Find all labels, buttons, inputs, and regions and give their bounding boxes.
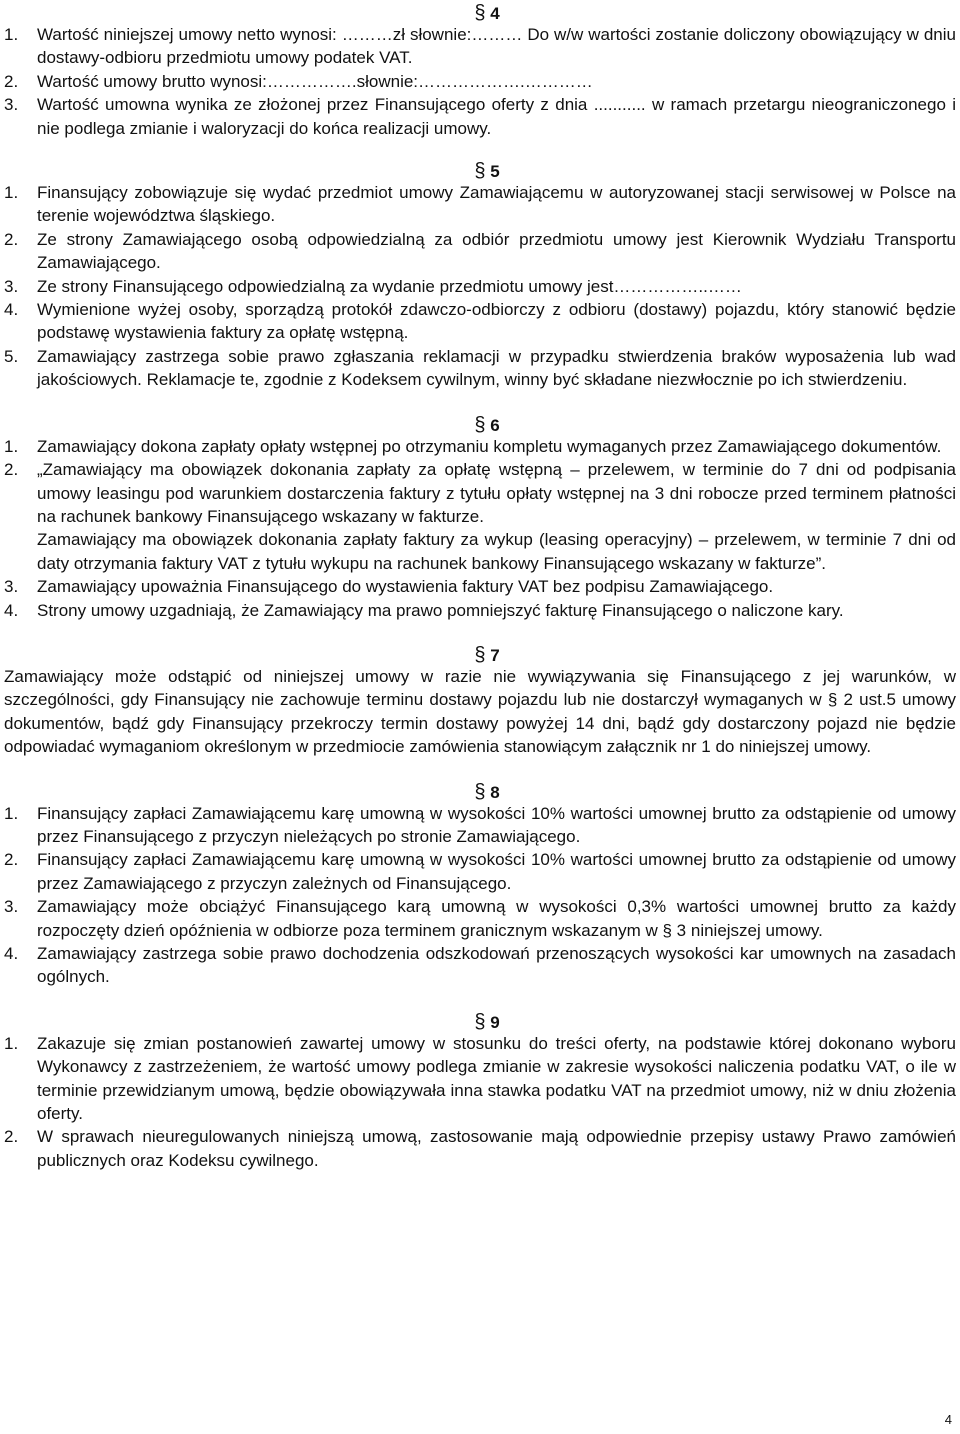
- list-item: 4. Zamawiający zastrzega sobie prawo dochodzenia odszkodowań przenoszących wysokości kar umownych na zasadach ogólnych.: [4, 944, 956, 987]
- list-item: 3. Wartość umowna wynika ze złożonej przez Finansującego oferty z dnia ........... w ramach przetargu nieograniczonego i nie podlega zmianie i waloryzacji do końca realizacji umowy.: [4, 95, 956, 138]
- section-mark-icon: §: [474, 780, 486, 803]
- list-item: 2. Ze strony Zamawiającego osobą odpowiedzialną za odbiór przedmiotu umowy jest Kierownik Wydziału Transportu Zamawiającego.: [4, 229, 956, 273]
- section-heading-6: § 6: [474, 413, 500, 436]
- paragraph: Zamawiający może odstąpić od niniejszej umowy w razie nie wywiązywania się Finansującego z jej warunków, w szczególności, gdy Finansujący nie zachowuje terminu dostawy pojazdu lub nie dostarczył wymaganych w § 2 ust.5 umowy dokumentów, bądź gdy Finansujący przekroczy termin dostawy powyżej 14 dni, bądź gdy dostarczony pojazd nie będzie odpowiadać wymaganiom określonym w przedmiocie zamówienia stanowiącym załącznik nr 1 do niniejszej umowy.: [4, 666, 956, 757]
- list-item: 1. Finansujący zobowiązuje się wydać przedmiot umowy Zamawiającemu w autoryzowanej stacji serwisowej w Polsce na terenie województwa śląskiego.: [4, 183, 956, 226]
- list-item-continuation: Zamawiający ma obowiązek dokonania zapłaty faktury za wykup (leasing operacyjny) – przelewem, w terminie 7 dni od daty otrzymania faktury VAT z tytułu wykupu na rachunek bankowy Finansującego wskazany w fakturze”.: [37, 530, 956, 573]
- list-item: 3. Zamawiający upoważnia Finansującego do wystawienia faktury VAT bez podpisu Zamawiającego.: [4, 577, 774, 597]
- list-item: 1. Wartość niniejszej umowy netto wynosi: ………zł słownie:……… Do w/w wartości zostanie doliczony obowiązujący w dniu dostawy-odbioru przedmiotu umowy podatek VAT.: [4, 25, 956, 68]
- section-mark-icon: §: [474, 2, 486, 24]
- list-item: 3. Ze strony Finansującego odpowiedzialną za wydanie przedmiotu umowy jest……………..……: [4, 276, 742, 296]
- list-item: 2. W sprawach nieuregulowanych niniejszą umową, zastosowanie mają odpowiednie przepisy ustawy Prawo zamówień publicznych oraz Kodeksu cywilnego.: [4, 1127, 956, 1170]
- section-heading-8: § 8: [474, 780, 500, 803]
- section-mark-icon: §: [474, 413, 486, 436]
- section-mark-icon: §: [474, 1010, 486, 1033]
- list-item: 1. Zakazuje się zmian postanowień zawartej umowy w stosunku do treści oferty, na podstawie której dokonano wyboru Wykonawcy z zastrzeżeniem, że wartość umowy podlega zmianie w zakresie wysokości naliczenia podatku VAT, o ile w terminie przewidzianym umową, będzie obowiązywała inna stawka podatku VAT na przedmiot umowy, niż w dniu złożenia oferty.: [4, 1033, 956, 1124]
- section-mark-icon: §: [474, 643, 486, 666]
- list-item: 2. Finansujący zapłaci Zamawiającemu karę umowną w wysokości 10% wartości umownej brutto za odstąpienie od umowy przez Zamawiającego z przyczyn zależnych od Finansującego.: [4, 850, 956, 893]
- section-mark-icon: §: [474, 160, 486, 183]
- list-item: 4. Strony umowy uzgadniają, że Zamawiający ma prawo pomniejszyć fakturę Finansującego o naliczone kary.: [4, 600, 844, 620]
- list-item: 5. Zamawiający zastrzega sobie prawo zgłaszania reklamacji w przypadku stwierdzenia braków wyposażenia lub wad jakościowych. Reklamacje te, zgodnie z Kodeksem cywilnym, winny być składane niezwłocznie po ich stwierdzeniu.: [4, 346, 956, 390]
- section-heading-7: § 7: [474, 643, 500, 666]
- list-item: 2. „Zamawiający ma obowiązek dokonania zapłaty za opłatę wstępną – przelewem, w terminie do 7 dni od podpisania umowy leasingu pod warunkiem dostarczenia faktury z tytułu opłaty wstępnej na 3 dni robocze przed terminem płatności na rachunek bankowy Finansującego wskazany w fakturze.: [4, 460, 956, 526]
- page-number: 4: [944, 1412, 952, 1427]
- list-item: 1. Zamawiający dokona zapłaty opłaty wstępnej po otrzymaniu kompletu wymaganych przez Zamawiającego dokumentów.: [4, 436, 942, 456]
- list-item: 1. Finansujący zapłaci Zamawiającemu karę umowną w wysokości 10% wartości umownej brutto za odstąpienie od umowy przez Finansującego z przyczyn nieleżących po stronie Zamawiającego.: [4, 803, 956, 846]
- list-item: 2. Wartość umowy brutto wynosi:…………….słownie:……………….…………: [4, 71, 593, 91]
- document-page: [4, 4, 956, 1172]
- section-heading-5: § 5: [474, 160, 500, 183]
- list-item: 4. Wymienione wyżej osoby, sporządzą protokół zdawczo-odbiorczy z odbioru (dostawy) pojazdu, który stanowić będzie podstawę wystawienia faktury za opłatę wstępną.: [4, 300, 956, 343]
- section-heading-4: § 4: [474, 2, 500, 24]
- list-item: 3. Zamawiający może obciążyć Finansującego karą umowną w wysokości 0,3% wartości umownej brutto za każdy rozpoczęty dzień opóźnienia w odbiorze poza terminem granicznym wskazanym w § 3 niniejszej umowy.: [4, 897, 956, 940]
- section-heading-9: § 9: [474, 1010, 500, 1033]
